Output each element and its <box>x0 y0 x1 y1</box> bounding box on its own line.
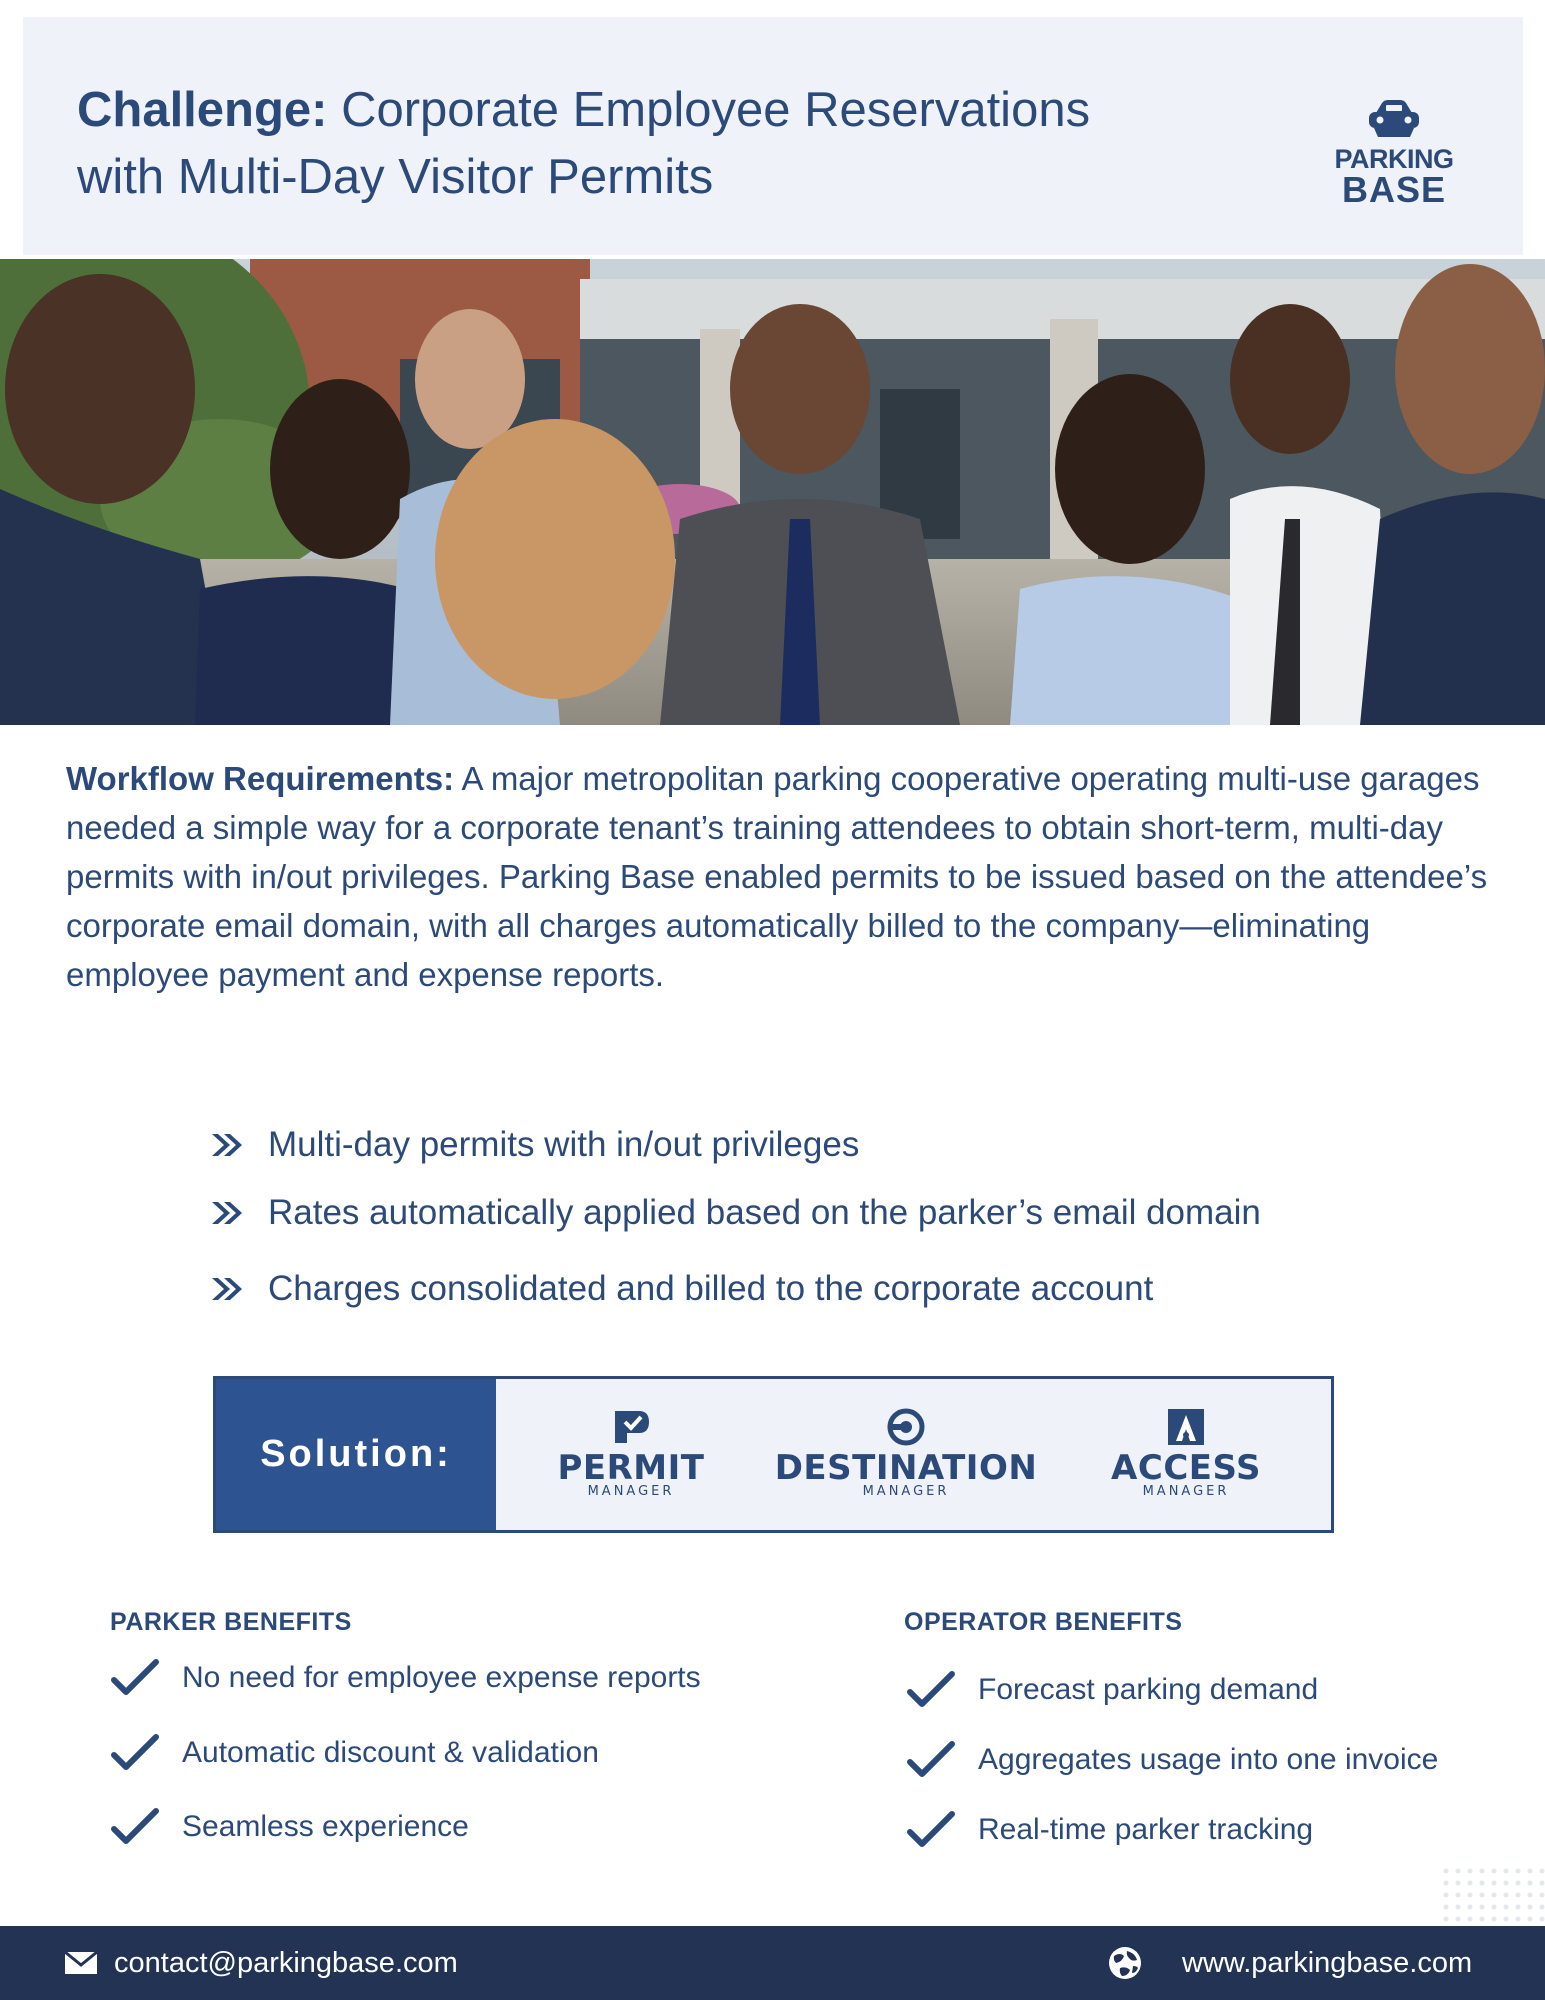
permit-manager-logo <box>541 1407 721 1499</box>
product-name: DESTINATION <box>774 1448 1038 1488</box>
title-text: Corporate Employee Reservations with Multi-Day Visitor Permits <box>77 83 1091 204</box>
workflow-text: A major metropolitan parking cooperative operating multi-use garages needed a simple way for a corporate tenant’s training attendees to obtain short-term, multi-day permits with in/out privileges. Parking Base enabled permits to be issued based on the attendee’s corporate email domain, with all charges automatically billed to the company—eliminating employee payment and expense reports. <box>66 760 1488 993</box>
checkmark-icon <box>110 1807 160 1847</box>
parker-benefits-title: PARKER BENEFITS <box>110 1608 352 1636</box>
list-item <box>210 1264 1153 1314</box>
parker-benefit-item <box>110 1728 599 1778</box>
bullet-text: Multi-day permits with in/out privileges <box>268 1125 860 1164</box>
checkmark-icon <box>110 1658 160 1698</box>
operator-benefits-title: OPERATOR BENEFITS <box>904 1608 1183 1636</box>
product-name: PERMIT <box>557 1448 705 1488</box>
parker-benefit-item <box>110 1802 469 1852</box>
logo-text-parking: PARKING <box>1334 144 1454 174</box>
benefit-text: No need for employee expense reports <box>182 1661 701 1694</box>
workflow-label: Workflow Requirements: <box>66 760 455 797</box>
solution-label: Solution: <box>216 1379 496 1530</box>
list-item <box>210 1120 859 1170</box>
workflow-requirements-paragraph <box>66 754 1506 999</box>
bullet-text: Charges consolidated and billed to the corporate account <box>268 1269 1154 1308</box>
double-chevron-right-icon <box>210 1132 244 1158</box>
globe-icon <box>1108 1946 1142 1980</box>
checkmark-icon <box>906 1670 956 1710</box>
checkmark-icon <box>906 1810 956 1850</box>
access-manager-logo <box>1086 1407 1286 1499</box>
double-chevron-right-icon <box>210 1200 244 1226</box>
list-item <box>210 1188 1261 1238</box>
benefit-text: Aggregates usage into one invoice <box>978 1743 1439 1776</box>
title-label: Challenge: <box>77 83 328 137</box>
destination-target-icon <box>886 1407 926 1447</box>
bullet-text: Rates automatically applied based on the parker’s email domain <box>268 1193 1261 1232</box>
decorative-dots <box>1440 1865 1545 1925</box>
parker-benefit-item <box>110 1653 701 1703</box>
footer-website <box>1108 1926 1472 2000</box>
access-gate-icon <box>1166 1407 1206 1447</box>
mail-icon <box>64 1951 98 1975</box>
double-chevron-right-icon <box>210 1276 244 1302</box>
product-sub: MANAGER <box>587 1484 675 1499</box>
footer <box>0 1926 1545 2000</box>
email-link[interactable]: contact@parkingbase.com <box>114 1946 458 1979</box>
product-name: ACCESS <box>1111 1448 1261 1488</box>
website-link[interactable]: www.parkingbase.com <box>1182 1946 1473 1979</box>
operator-benefit-item <box>906 1735 1438 1785</box>
benefit-text: Real-time parker tracking <box>978 1813 1314 1846</box>
page-title <box>77 77 1177 211</box>
destination-manager-logo <box>761 1407 1051 1499</box>
car-icon <box>1366 99 1422 139</box>
checkmark-icon <box>906 1740 956 1780</box>
hero-photo <box>0 259 1545 725</box>
benefit-text: Forecast parking demand <box>978 1673 1319 1706</box>
logo-text-base: BASE <box>1341 169 1447 210</box>
product-sub: MANAGER <box>1142 1484 1230 1499</box>
footer-email <box>64 1926 458 2000</box>
parking-base-logo <box>1319 99 1469 229</box>
benefit-text: Seamless experience <box>182 1810 469 1843</box>
header-banner <box>23 17 1523 255</box>
solution-box <box>213 1376 1334 1533</box>
operator-benefit-item <box>906 1665 1318 1715</box>
checkmark-icon <box>110 1733 160 1773</box>
group-of-people-image <box>0 259 1545 725</box>
operator-benefit-item <box>906 1805 1313 1855</box>
benefit-text: Automatic discount & validation <box>182 1736 599 1769</box>
permit-p-icon <box>611 1407 651 1447</box>
product-sub: MANAGER <box>862 1484 950 1499</box>
